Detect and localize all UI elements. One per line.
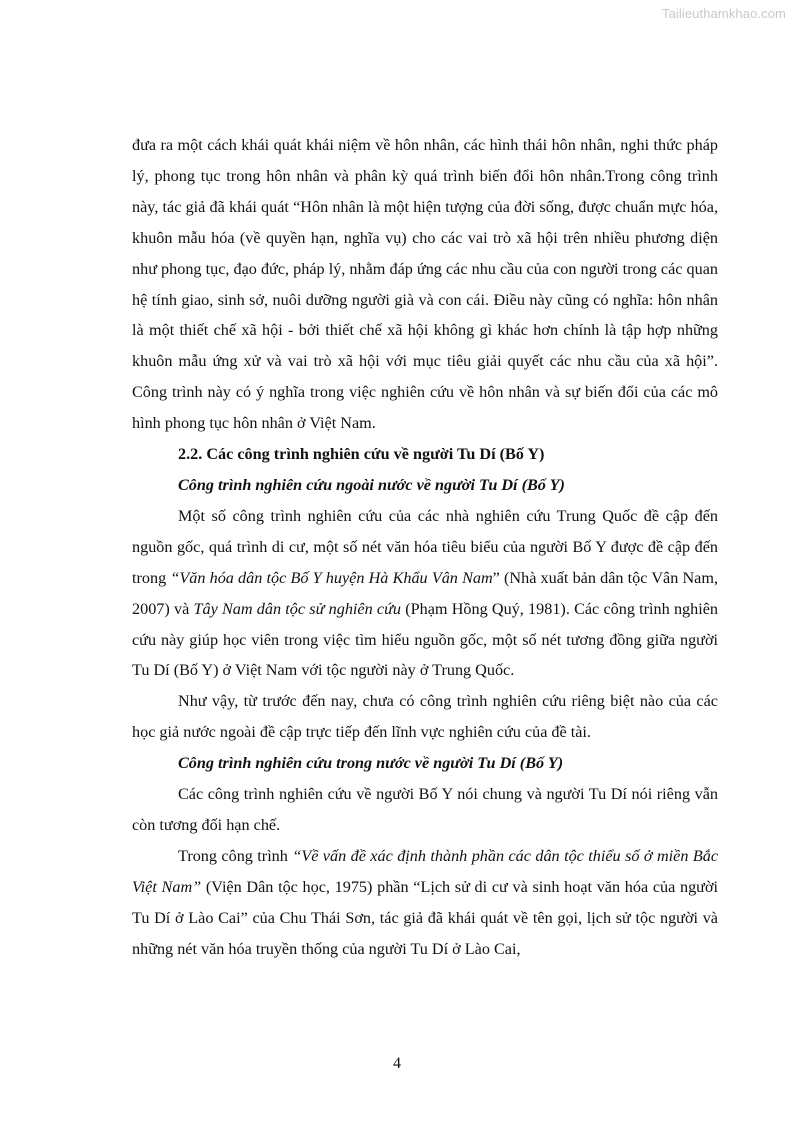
paragraph-limited-research: Các công trình nghiên cứu về người Bố Y nói chung và người Tu Dí nói riêng vẫn còn tương đối hạn chế.	[132, 785, 718, 834]
text-run: (Phạm Hồng Quý, 1981). Các công trình nghiên cứu này giúp học viên trong việc tìm hiểu nguồn gốc, một số nét tương đồng giữa người Tu Dí (Bố Y) ở Việt Nam với tộc người này ở Trung Quốc.	[132, 599, 718, 680]
section-heading-2-2: 2.2. Các công trình nghiên cứu về người Tu Dí (Bố Y)	[178, 445, 545, 464]
paragraph-marriage-concept: đưa ra một cách khái quát khái niệm về hôn nhân, các hình thái hôn nhân, nghi thức pháp lý, phong tục trong hôn nhân và phân kỳ quá trình biến đổi hôn nhân.Trong công trình này, tác giả đã khái quát “Hôn nhân là một hiện tượng của đời sống, được chuẩn mực hóa, khuôn mẫu hóa (về quyền hạn, nghĩa vụ) cho các vai trò xã hội trên nhiều phương diện như phong tục, đạo đức, pháp lý, nhằm đáp ứng các nhu cầu của con người trong các quan hệ tính giao, sinh sở, nuôi dưỡng người già và con cái. Điều này cũng có nghĩa: hôn nhân là một thiết chế xã hội - bởi thiết chế xã hội không gì khác hơn chính là tập hợp những khuôn mẫu ứng xử và vai trò xã hội với mục tiêu giải quyết các nhu cầu của xã hội”. Công trình này có ý nghĩa trong việc nghiên cứu về hôn nhân và sự biến đổi của các mô hình phong tục hôn nhân ở Việt Nam.	[132, 136, 718, 433]
book-title-tay-nam: Tây Nam dân tộc sử nghiên cứu	[193, 599, 402, 618]
text-run: Trong công trình	[178, 846, 293, 865]
book-title-van-hoa: “Văn hóa dân tộc Bố Y huyện Hà Khẩu Vân Nam	[170, 568, 493, 587]
text-run: ” (Nhà xuất bản dân tộc Vân Nam, 2007) và	[132, 568, 718, 618]
text-run: Một số công trình nghiên cứu của các nhà nghiên cứu Trung Quốc đề cập đến nguồn gốc, quá trình di cư, một số nét văn hóa tiêu biểu của người Bố Y được đề cập đến trong	[132, 506, 718, 587]
subheading-domestic-research: Công trình nghiên cứu trong nước về người Tu Dí (Bố Y)	[178, 754, 564, 773]
book-title-ve-van-de: “Về vấn đề xác định thành phần các dân tộc thiểu số ở miền Bắc Việt Nam”	[132, 846, 718, 896]
text-run: (Viện Dân tộc học, 1975) phần “Lịch sử di cư và sinh hoạt văn hóa của người Tu Dí ở Lào Cai” của Chu Thái Sơn, tác giả đã khái quát về tên gọi, lịch sử tộc người và những nét văn hóa truyền thống của người Tu Dí ở Lào Cai,	[132, 877, 718, 958]
page-number: 4	[393, 1055, 401, 1072]
paragraph-no-foreign-research: Như vậy, từ trước đến nay, chưa có công trình nghiên cứu riêng biệt nào của các học giả nước ngoài đề cập trực tiếp đến lĩnh vực nghiên cứu của đề tài.	[132, 692, 718, 742]
document-body	[132, 130, 718, 964]
paragraph-ethnic-composition	[132, 841, 718, 965]
subheading-foreign-research: Công trình nghiên cứu ngoài nước về người Tu Dí (Bố Y)	[178, 475, 565, 494]
watermark: Tailieuthamkhao.com	[661, 6, 786, 21]
paragraph-chinese-research	[132, 501, 718, 686]
